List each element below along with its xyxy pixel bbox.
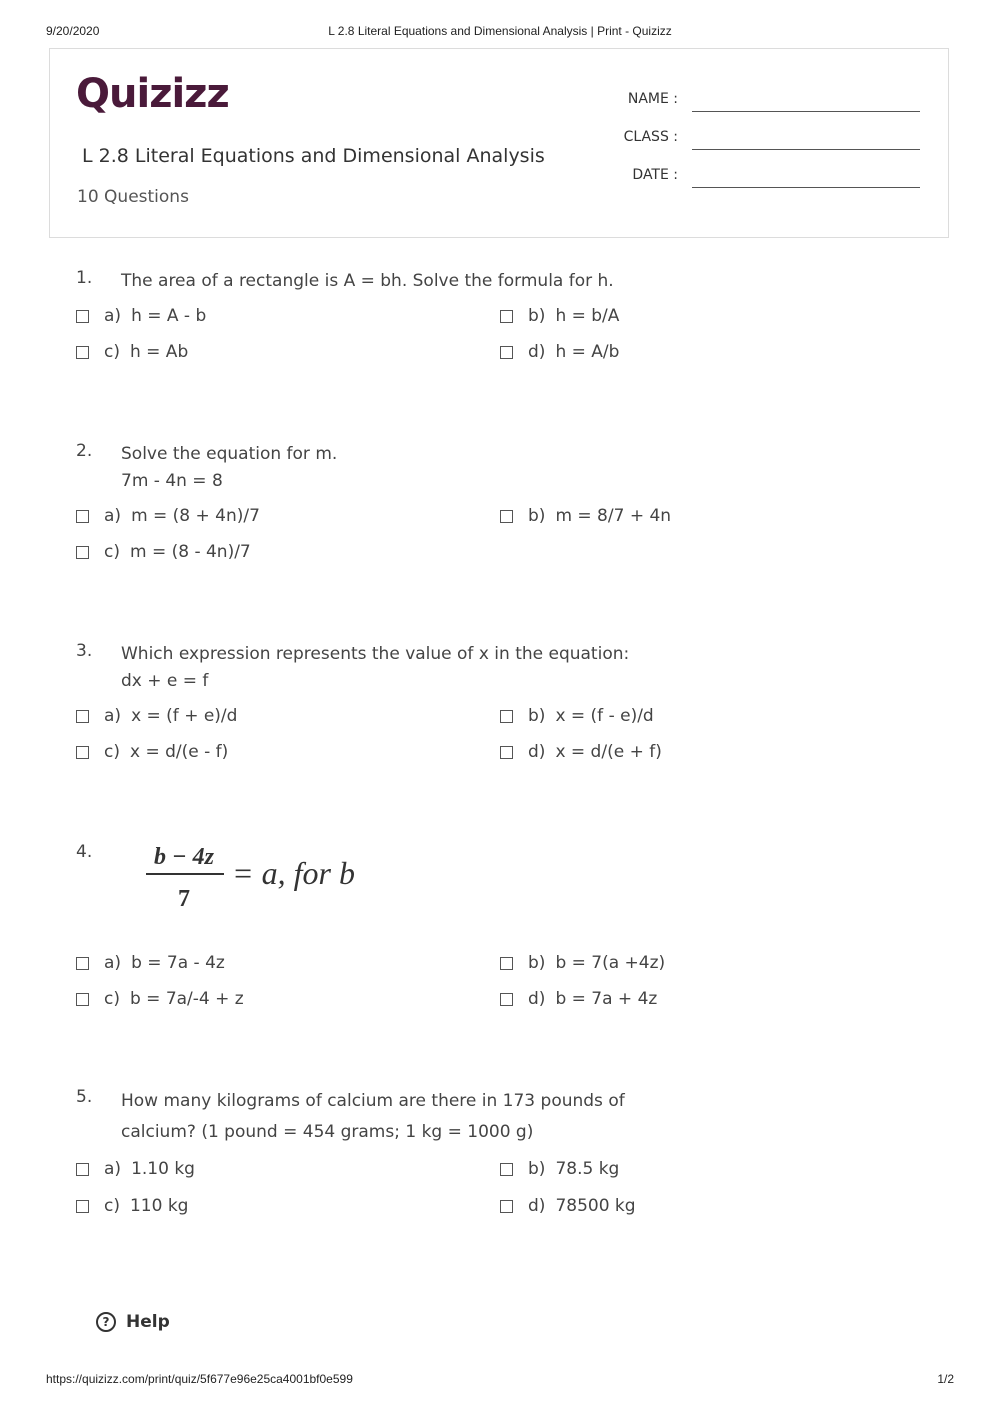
date-field[interactable] <box>620 167 920 205</box>
page-number: 1/2 <box>937 1372 954 1386</box>
option-text: x = d/(e + f) <box>555 742 662 762</box>
quiz-header-card <box>49 48 949 238</box>
help-label: Help <box>126 1312 170 1332</box>
checkbox[interactable] <box>76 510 89 523</box>
student-fields <box>620 91 920 205</box>
checkbox[interactable] <box>76 957 89 970</box>
question-number: 3. <box>76 641 93 661</box>
print-title: L 2.8 Literal Equations and Dimensional Analysis | Print - Quizizz <box>328 24 672 38</box>
formula-rhs: = a, for b <box>232 855 355 891</box>
date-label: DATE : <box>632 167 678 183</box>
option-b[interactable] <box>500 953 665 973</box>
option-text: b = 7a - 4z <box>131 953 225 973</box>
checkbox[interactable] <box>76 346 89 359</box>
option-letter: d) <box>528 342 546 362</box>
option-text: b = 7(a +4z) <box>555 953 666 973</box>
class-field[interactable] <box>620 129 920 167</box>
option-letter: d) <box>528 742 546 762</box>
checkbox[interactable] <box>76 1200 89 1213</box>
option-letter: d) <box>528 989 546 1009</box>
checkbox[interactable] <box>500 746 513 759</box>
option-letter: c) <box>104 1196 120 1216</box>
option-b[interactable] <box>500 506 671 526</box>
checkbox[interactable] <box>500 510 513 523</box>
option-text: x = (f - e)/d <box>555 706 654 726</box>
option-letter: c) <box>104 342 120 362</box>
name-line[interactable] <box>692 111 920 112</box>
question-line: Which expression represents the value of x in the equation: <box>121 644 630 664</box>
option-letter: d) <box>528 1196 546 1216</box>
formula-denominator: 7 <box>178 886 190 912</box>
help-link[interactable] <box>96 1312 170 1332</box>
option-b[interactable] <box>500 306 619 326</box>
print-footer <box>46 1372 954 1388</box>
option-text: x = d/(e - f) <box>129 742 229 762</box>
option-text: m = (8 + 4n)/7 <box>131 506 260 526</box>
option-d[interactable] <box>500 342 619 362</box>
name-field[interactable] <box>620 91 920 129</box>
print-url: https://quizizz.com/print/quiz/5f677e96e25ca4001bf0e599 <box>46 1372 353 1386</box>
question-line: The area of a rectangle is A = bh. Solve the formula for h. <box>121 271 614 291</box>
checkbox[interactable] <box>76 746 89 759</box>
option-c[interactable] <box>76 542 251 562</box>
option-c[interactable] <box>76 1196 188 1216</box>
option-c[interactable] <box>76 742 228 762</box>
option-text: 78500 kg <box>555 1196 636 1216</box>
question-line: dx + e = f <box>121 671 209 691</box>
formula-numerator: b − 4z <box>154 844 214 870</box>
option-b[interactable] <box>500 706 654 726</box>
option-d[interactable] <box>500 989 657 1009</box>
checkbox[interactable] <box>76 993 89 1006</box>
quiz-title: L 2.8 Literal Equations and Dimensional Analysis <box>82 145 545 167</box>
checkbox[interactable] <box>76 546 89 559</box>
option-letter: a) <box>104 953 122 973</box>
option-text: 1.10 kg <box>131 1159 195 1179</box>
option-text: x = (f + e)/d <box>131 706 238 726</box>
checkbox[interactable] <box>76 710 89 723</box>
option-letter: a) <box>104 306 122 326</box>
option-a[interactable] <box>76 506 260 526</box>
question-number: 5. <box>76 1087 93 1107</box>
option-letter: b) <box>528 306 546 326</box>
question-text <box>121 268 681 295</box>
class-label: CLASS : <box>623 129 678 145</box>
question-line: How many kilograms of calcium are there in 173 pounds of calcium? (1 pound = 454 grams; 1 kg = 1000 g) <box>121 1091 625 1142</box>
question-line: Solve the equation for m. <box>121 444 338 464</box>
option-text: h = Ab <box>129 342 189 362</box>
question-line: 7m - 4n = 8 <box>121 471 223 491</box>
question-circle-icon: ? <box>96 1312 116 1332</box>
option-text: m = 8/7 + 4n <box>555 506 672 526</box>
option-b[interactable] <box>500 1159 619 1179</box>
option-text: b = 7a/-4 + z <box>129 989 244 1009</box>
print-date: 9/20/2020 <box>46 24 100 38</box>
option-letter: a) <box>104 1159 122 1179</box>
name-label: NAME : <box>627 91 678 107</box>
question-number: 1. <box>76 268 93 288</box>
quizizz-logo <box>76 71 229 117</box>
option-letter: b) <box>528 506 546 526</box>
checkbox[interactable] <box>500 1200 513 1213</box>
option-letter: a) <box>104 506 122 526</box>
question-text <box>121 441 681 495</box>
question-text <box>121 641 681 695</box>
option-a[interactable] <box>76 953 225 973</box>
checkbox[interactable] <box>500 310 513 323</box>
checkbox[interactable] <box>500 346 513 359</box>
option-a[interactable] <box>76 306 206 326</box>
checkbox[interactable] <box>500 957 513 970</box>
formula-image <box>144 836 384 916</box>
date-line[interactable] <box>692 187 920 188</box>
checkbox[interactable] <box>500 1163 513 1176</box>
option-text: h = A/b <box>555 342 620 362</box>
option-text: b = 7a + 4z <box>555 989 658 1009</box>
option-letter: b) <box>528 953 546 973</box>
class-line[interactable] <box>692 149 920 150</box>
option-letter: a) <box>104 706 122 726</box>
option-text: h = A - b <box>131 306 207 326</box>
option-text: m = (8 - 4n)/7 <box>129 542 251 562</box>
option-text: 110 kg <box>129 1196 189 1216</box>
print-header <box>46 24 954 40</box>
checkbox[interactable] <box>500 710 513 723</box>
option-c[interactable] <box>76 342 188 362</box>
checkbox[interactable] <box>76 310 89 323</box>
option-letter: c) <box>104 989 120 1009</box>
option-d[interactable] <box>500 1196 636 1216</box>
question-number: 2. <box>76 441 93 461</box>
option-c[interactable] <box>76 989 244 1009</box>
checkbox[interactable] <box>500 993 513 1006</box>
question-number: 4. <box>76 842 93 862</box>
option-d[interactable] <box>500 742 662 762</box>
question-text <box>121 1086 641 1148</box>
option-letter: b) <box>528 1159 546 1179</box>
option-text: 78.5 kg <box>555 1159 620 1179</box>
option-letter: c) <box>104 542 120 562</box>
option-text: h = b/A <box>555 306 620 326</box>
option-letter: b) <box>528 706 546 726</box>
question-count: 10 Questions <box>77 187 189 207</box>
checkbox[interactable] <box>76 1163 89 1176</box>
option-a[interactable] <box>76 1159 195 1179</box>
logo-text: Quizizz <box>76 71 229 117</box>
option-a[interactable] <box>76 706 237 726</box>
option-letter: c) <box>104 742 120 762</box>
